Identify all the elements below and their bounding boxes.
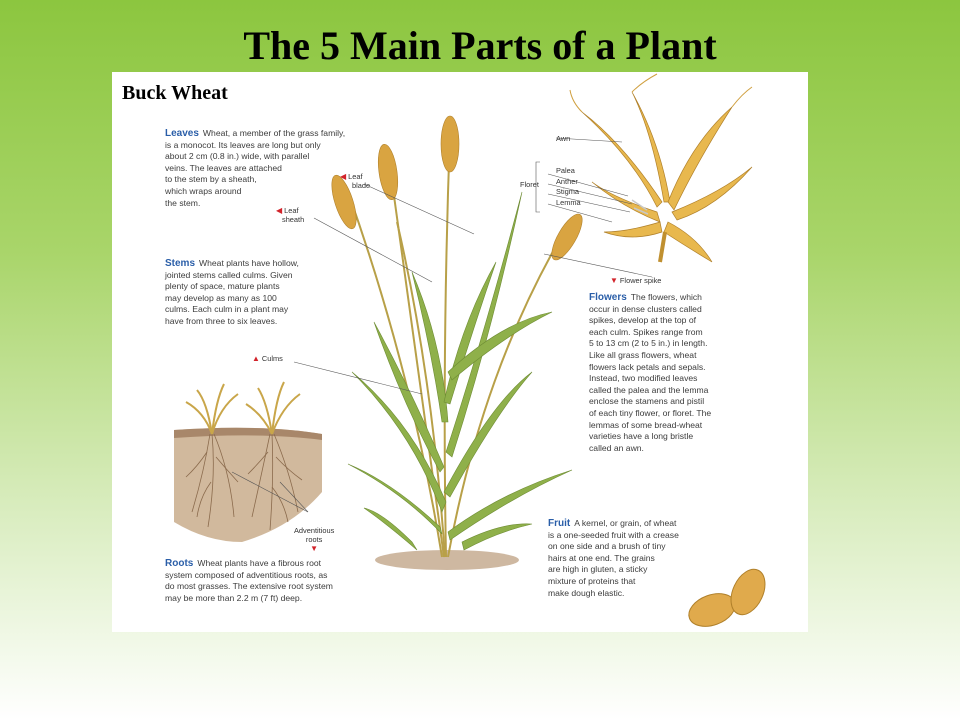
fruit-line: are high in gluten, a sticky	[548, 564, 648, 575]
stems-line: plenty of space, mature plants	[165, 281, 280, 292]
leaves-line: veins. The leaves are attached	[165, 162, 282, 173]
flowers-line: varieties have a long bristle	[589, 431, 694, 442]
stems-line: may develop as many as 100	[165, 292, 277, 303]
flowers-line: spikes, develop at the top of	[589, 315, 697, 326]
leaves-line: the stem.	[165, 197, 201, 208]
flowers-line: flowers lack petals and sepals.	[589, 361, 706, 372]
flowers-line: 5 to 13 cm (2 to 5 in.) in length.	[589, 338, 708, 349]
fruit-line: A kernel, or grain, of wheat	[574, 518, 677, 528]
roots-heading: Roots	[165, 558, 194, 569]
flowers-line: of each tiny flower, or floret. The	[589, 407, 712, 418]
fruit-line: make dough elastic.	[548, 587, 625, 598]
fruit-line: hairs at one end. The grains	[548, 552, 655, 563]
fruit-line: mixture of proteins that	[548, 575, 636, 586]
flowers-description	[589, 292, 779, 454]
slide-title: The 5 Main Parts of a Plant	[243, 23, 717, 68]
leaves-description	[165, 128, 375, 209]
flower-spike-closeup	[570, 74, 752, 262]
flowers-line: Instead, two modified leaves	[589, 373, 698, 384]
fruit-heading: Fruit	[548, 518, 571, 529]
stems-line: have from three to six leaves.	[165, 315, 278, 326]
stems-line: culms. Each culm in a plant may	[165, 304, 289, 315]
diagram-panel	[112, 72, 808, 632]
roots-description	[165, 558, 405, 604]
flowers-line: enclose the stamens and pistil	[589, 396, 705, 407]
fruit-line: is a one-seeded fruit with a crease	[548, 529, 679, 540]
flowers-line: lemmas of some bread-wheat	[589, 419, 703, 430]
flowers-heading: Flowers	[589, 292, 627, 303]
flowers-line: Like all grass flowers, wheat	[589, 349, 697, 360]
fruit-description	[548, 518, 748, 599]
adventitious-roots-label: Adventitious roots ▼	[294, 526, 335, 553]
leaves-line: is a monocot. Its leaves are long but only	[165, 139, 321, 150]
leaf-sheath-label: ◀ Leaf sheath	[276, 206, 305, 224]
roots-line: system composed of adventitious roots, as	[165, 569, 328, 580]
anther-label: Anther	[556, 176, 578, 186]
leaves-line: about 2 cm (0.8 in.) wide, with parallel	[165, 151, 310, 162]
leaves-line: Wheat, a member of the grass family,	[202, 128, 346, 138]
flowers-line: called an awn.	[589, 442, 644, 453]
stigma-label: Stigma	[556, 187, 580, 196]
marker-triangle-icon: ◀	[276, 206, 283, 215]
stems-description	[165, 258, 365, 328]
roots-line: Wheat plants have a fibrous root	[197, 558, 322, 568]
flowers-line: occur in dense clusters called	[589, 303, 702, 314]
leaves-line: which wraps around	[165, 185, 242, 196]
marker-triangle-icon: ▲	[252, 354, 260, 363]
roots-line: do most grasses. The extensive root system	[165, 581, 333, 592]
stems-heading: Stems	[165, 258, 196, 269]
marker-triangle-icon: ▼	[310, 544, 319, 553]
floret-label: Floret	[520, 180, 539, 189]
stems-line: jointed stems called culms. Given	[165, 269, 293, 280]
floret-parts-labels	[556, 166, 581, 208]
lemma-label: Lemma	[556, 197, 581, 207]
marker-triangle-icon: ◀	[340, 172, 347, 181]
flowers-line: called the palea and the lemma	[589, 384, 709, 395]
marker-triangle-icon: ▼	[610, 276, 618, 285]
fruit-line: on one side and a brush of tiny	[548, 541, 666, 552]
flowers-line: each culm. Spikes range from	[589, 326, 703, 337]
stems-line: Wheat plants have hollow,	[199, 258, 299, 268]
leaf-blade-label: ◀ Leaf blade	[340, 172, 371, 190]
soil-cross-section	[174, 382, 322, 542]
roots-line: may be more than 2.2 m (7 ft) deep.	[165, 592, 303, 603]
culms-label: ▲ Culms	[252, 354, 283, 363]
leaves-heading: Leaves	[165, 128, 199, 139]
awn-label: Awn	[556, 134, 571, 143]
flowers-line: The flowers, which	[630, 292, 702, 302]
palea-label: Palea	[556, 166, 575, 175]
panel-label: Buck Wheat	[122, 82, 228, 104]
leaves-line: to the stem by a sheath,	[165, 174, 257, 185]
flower-spike-label: ▼ Flower spike	[610, 276, 662, 285]
